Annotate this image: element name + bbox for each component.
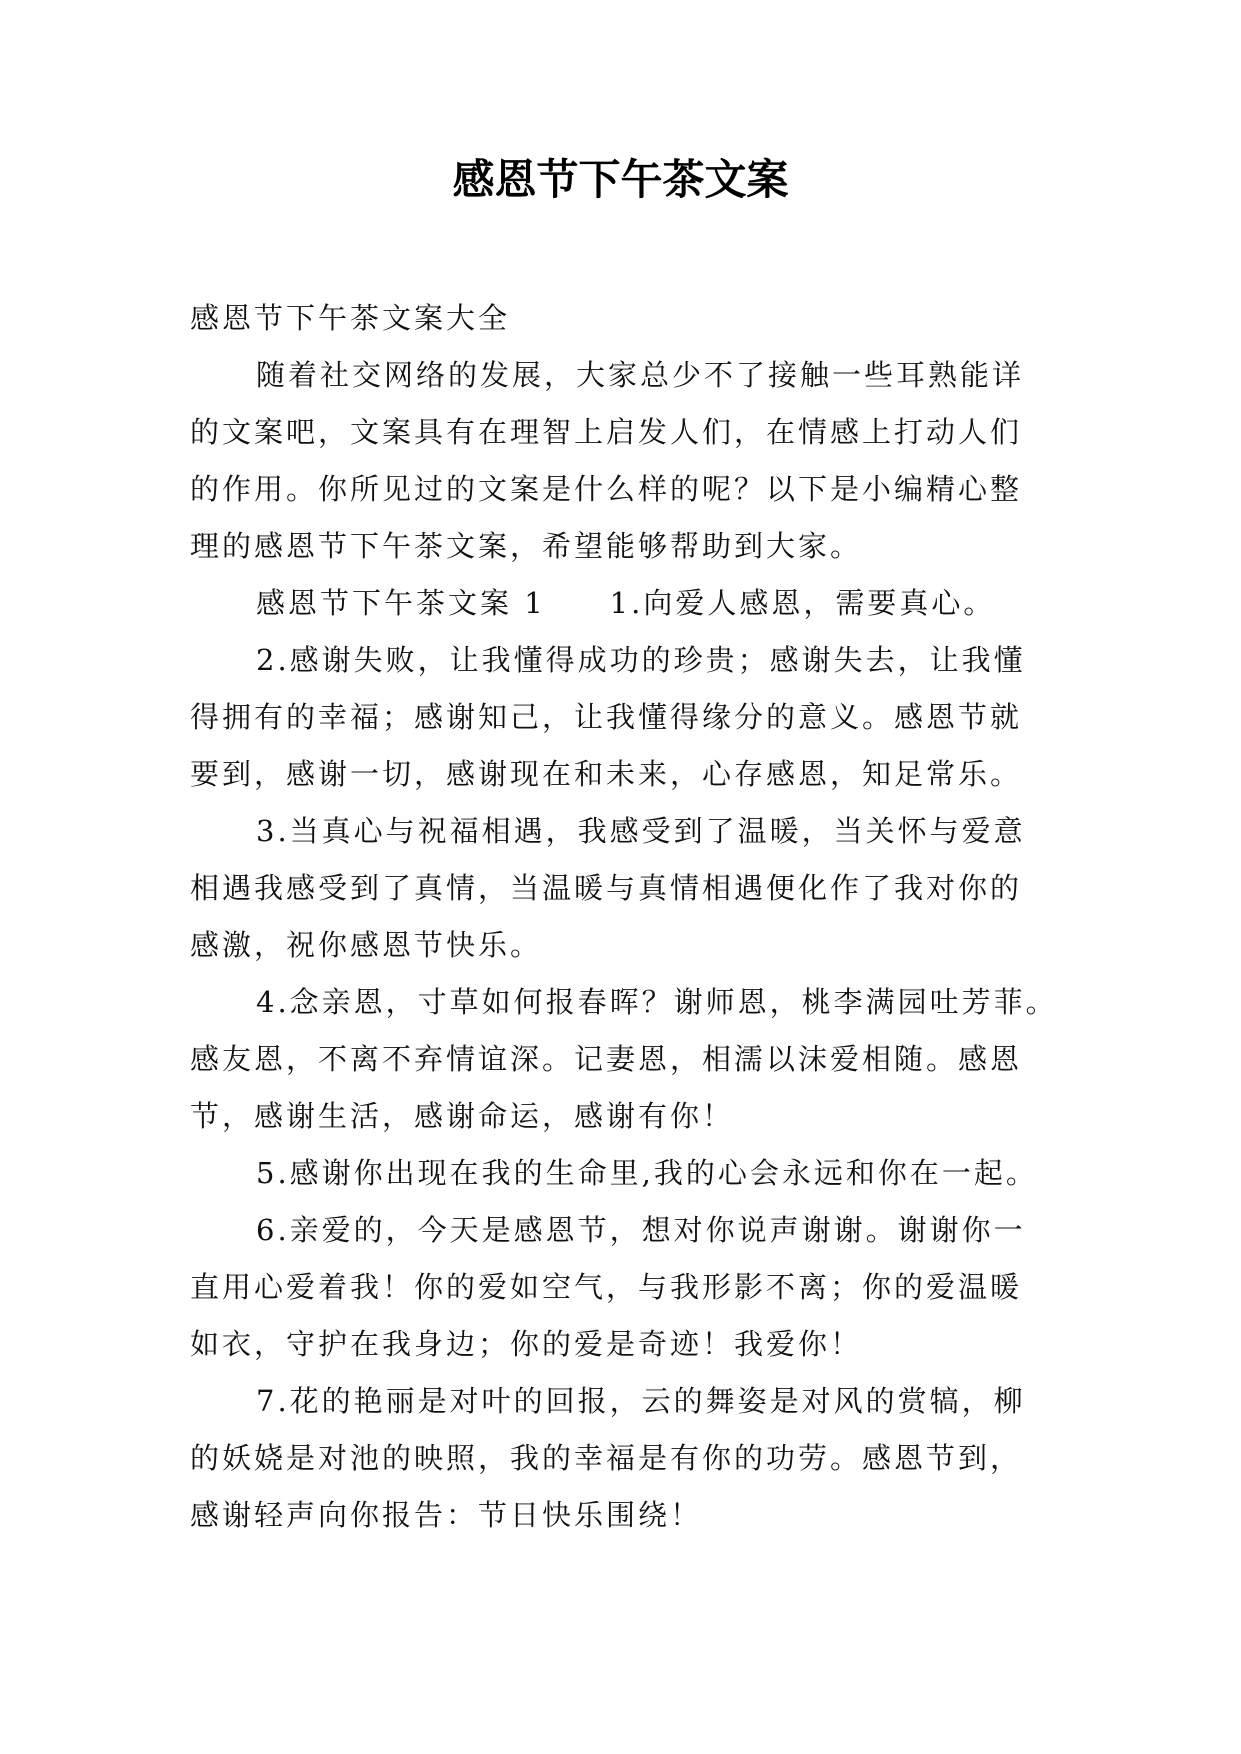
text-line: 感恩节下午茶文案 1 1.向爱人感恩，需要真心。 bbox=[256, 586, 996, 620]
text-line: 2.感谢失败，让我懂得成功的珍贵；感谢失去，让我懂 bbox=[256, 643, 1026, 677]
subtitle: 感恩节下午茶文案大全 bbox=[190, 301, 511, 335]
text-line: 随着社交网络的发展，大家总少不了接触一些耳熟能详 bbox=[256, 358, 1025, 392]
text-line: 的妖娆是对池的映照，我的幸福是有你的功劳。感恩节到， bbox=[190, 1441, 1023, 1475]
text-line: 4.念亲恩，寸草如何报春晖？谢师恩，桃李满园吐芳菲。 bbox=[256, 985, 1058, 1019]
text-line: 5.感谢你出现在我的生命里,我的心会永远和你在一起。 bbox=[256, 1156, 1038, 1190]
text-line: 感谢轻声向你报告：节日快乐围绕！ bbox=[190, 1498, 703, 1532]
text-line: 6.亲爱的，今天是感恩节，想对你说声谢谢。谢谢你一 bbox=[256, 1213, 1026, 1247]
text-line: 7.花的艳丽是对叶的回报，云的舞姿是对风的赏犒，柳 bbox=[256, 1384, 1026, 1418]
text-line: 的作用。你所见过的文案是什么样的呢？以下是小编精心整 bbox=[190, 472, 1023, 506]
text-line: 3.当真心与祝福相遇，我感受到了温暖，当关怀与爱意 bbox=[256, 814, 1026, 848]
text-line: 感友恩，不离不弃情谊深。记妻恩，相濡以沫爱相随。感恩 bbox=[190, 1042, 1023, 1076]
text-line: 理的感恩节下午茶文案，希望能够帮助到大家。 bbox=[190, 529, 863, 563]
text-line: 如衣，守护在我身边；你的爱是奇迹！我爱你！ bbox=[190, 1327, 863, 1361]
text-line: 要到，感谢一切，感谢现在和未来，心存感恩，知足常乐。 bbox=[190, 757, 1023, 791]
text-line: 的文案吧，文案具有在理智上启发人们，在情感上打动人们 bbox=[190, 415, 1023, 449]
text-line: 感激，祝你感恩节快乐。 bbox=[190, 928, 543, 962]
page-title: 感恩节下午茶文案 bbox=[452, 155, 789, 204]
text-line: 节，感谢生活，感谢命运，感谢有你！ bbox=[190, 1099, 735, 1133]
text-line: 相遇我感受到了真情，当温暖与真情相遇便化作了我对你的 bbox=[190, 871, 1023, 905]
text-line: 得拥有的幸福；感谢知己，让我懂得缘分的意义。感恩节就 bbox=[190, 700, 1023, 734]
text-line: 直用心爱着我！你的爱如空气，与我形影不离；你的爱温暖 bbox=[190, 1270, 1023, 1304]
document-body bbox=[190, 290, 1058, 1544]
